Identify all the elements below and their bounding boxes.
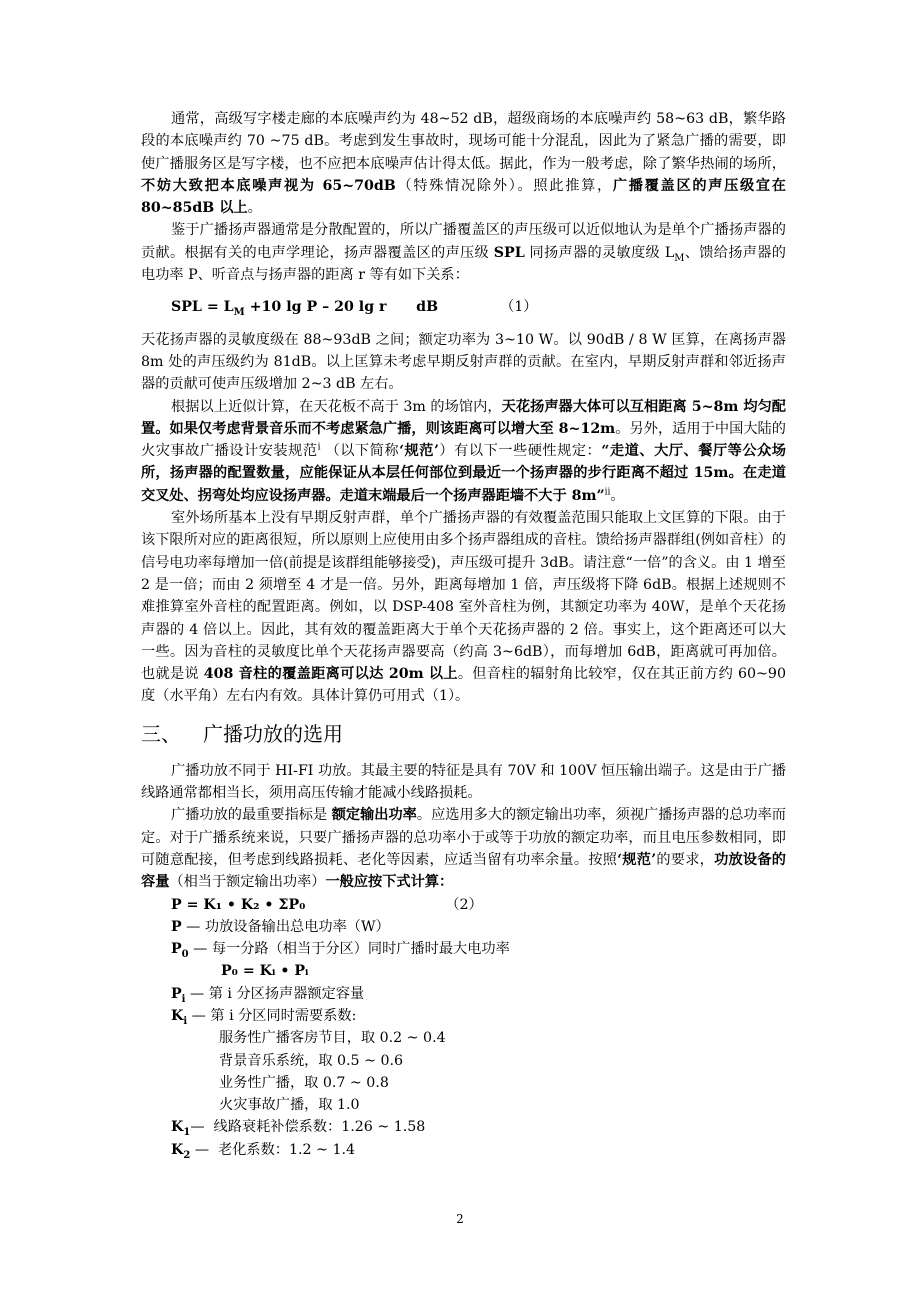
definition-text: 第 i 分区同时需要系数: [210,1007,357,1024]
text-run: 根据以上近似计算，在天花板不高于 3m 的场馆内， [171,398,502,415]
text-run: 广播功放的最重要指标是 [171,807,332,824]
definition-p0 [141,938,786,960]
dash: — [188,941,212,958]
text-run: 的要求， [656,851,715,868]
paragraph-noise-levels [141,108,786,219]
paragraph-spl-relation [141,219,786,286]
text-run: （相当于额定输出功率） [169,874,326,891]
symbol: P [171,985,182,1002]
bold-run: 不妨大致把本底噪声视为 65~70dB [141,177,396,194]
text-run: （以下简称 [320,443,400,460]
bold-run: 408 音柱的覆盖距离可以达 20m 以上 [203,666,458,683]
equation-p0 [141,960,786,982]
definition-pi [141,983,786,1005]
section-title: 广播功放的选用 [203,721,343,746]
bold-run: ‘规范’ [399,443,439,460]
footnote-ref: i [317,442,321,453]
definition-text: 第 i 分区扬声器额定容量 [208,985,365,1002]
text-run: 同扬声器的灵敏度级 L [524,244,675,261]
bold-run: 一般应按下式计算： [325,874,454,891]
formula-part: SPL = L [171,299,234,316]
list-item: 背景音乐系统，取 0.5 ~ 0.6 [219,1052,404,1069]
text-run: 。另外，适用于中国大陆的火灾事故广播设计安装规范 [141,420,786,460]
document-body [141,108,786,1161]
formula-2 [141,894,786,916]
definition-text: 每一分路（相当于分区）同时广播时最大电功率 [211,941,510,958]
text-run: ）有以下一些硬性规定： [438,443,602,460]
paragraph-ceiling-speaker: 天花扬声器的灵敏度级在 88~93dB 之间；额定功率为 3~10 W。以 90dB / 8 W 匡算，在离扬声器 8m 处的声压级约为 81dB。以上匡算未考虑早期反射声群的贡献。在室内，早期反射声群和邻近扬声器的贡献可使声压级增加 2~3 dB 左右。 [141,331,786,393]
definition-text: 老化系数：1.2 ~ 1.4 [218,1141,356,1158]
paragraph-amp-intro: 广播功放不同于 HI-FI 功放。其最主要的特征是具有 70V 和 100V 恒压输出端子。这是由于广播线路通常都相当长，须用高压传输才能减小线路损耗。 [141,762,786,802]
text-run: 。 [247,200,262,217]
page-number: 2 [456,1212,464,1226]
dash: — [181,918,205,935]
definition-text: 线路衰耗补偿系数：1.26 ~ 1.58 [213,1119,426,1136]
text-run: 。 [610,487,625,504]
text-run: 。但音柱的辐射角比较窄，仅在其正前方约 60~90 度（水平角）左右内有效。具体计算仍可用式（1）。 [141,666,786,705]
subscript: M [674,252,685,264]
bold-run: 额定输出功率 [331,807,417,824]
paragraph-rated-power [141,804,786,893]
subscript: i [181,993,186,1005]
text-run: 鉴于广播扬声器通常是分散配置的，所以广播覆盖区的声压级可以近似地认为是单个广播扬声器的贡献。根据有关的电声学理论，扬声器覆盖区的声压级 [141,222,786,261]
text-run: 通常，高级写字楼走廊的本底噪声约为 48~52 dB，超级商场的本底噪声约 58~63 dB，繁华路段的本底噪声约 70 ~75 dB。考虑到发生事故时，现场可能十分混乱，因此为了紧急广播的需要，即使广播服务区是写字楼，也不应把本底噪声估计得太低。据此，作为一般考虑，除了繁华热闹的场所， [141,111,786,172]
dash: — [185,985,209,1002]
paragraph-spacing-rules [141,396,786,507]
bold-run: 天花扬声器大体可以互相距离 5~8m 均匀配置。如果仅考虑背景音乐而不考虑紧急广播，则该距离可以增大至 8~12m [141,398,786,437]
dash: — [190,1141,219,1158]
paragraph-outdoor [141,507,786,708]
footnote-ref: ii [604,487,611,498]
list-item: 火灾事故广播，取 1.0 [219,1097,360,1114]
formula-part: +10 lg P – 20 lg r dB [244,299,439,316]
subscript: 1 [183,1127,191,1139]
symbol: K [171,1119,184,1136]
text-run: 、馈给扬声器的电功率 P、听音点与扬声器的距离 r 等有如下关系： [141,244,786,284]
symbol: P [171,918,182,935]
text-run: 室外场所基本上没有早期反射声群，单个广播扬声器的有效覆盖范围只能取上文匡算的下限。由于该下限所对应的距离很短，所以原则上应使用由多个扬声器组成的音柱。馈给扬声器群组(例如音柱）的信号电功率每增加一倍(前提是该群组能够接受)，声压级可提升 3dB。请注意“一倍”的含义。由 1 增至 2 是一倍；而由 2 须增至 4 才是一倍。另外，距离每增加 1 倍，声压级将下降 6dB。根据上述规则不难推算室外音柱的配置距离。例如，以 DSP-408 室外音柱为例，其额定功率为 40W，是单个天花扬声器的 4 倍以上。因此，其有效的覆盖距离大于单个天花扬声器的 2 倍。事实上，这个距离还可以大一些。因为音柱的灵敏度比单个天花扬声器要高（约高 3~6dB），而每增加 6dB，距离就可再加倍。也就是说 [141,510,786,683]
text-run: 。应选用多大的额定输出功率，须视广播扬声器的总功率而定。对于广播系统来说，只要广播扬声器的总功率小于或等于功放的额定功率，而且电压参数相同，即可随意配接，但考虑到线路损耗、老化等因素，应适当留有功率余量。按照 [141,807,786,868]
bold-run: 功放设备的容量 [141,851,786,891]
symbol: P [171,941,182,958]
list-item: 业务性广播，取 0.7 ~ 0.8 [219,1074,389,1091]
formula-1 [171,296,786,318]
dash: — [190,1119,214,1136]
definition-k2 [141,1139,786,1161]
list-item: 服务性广播客房节目，取 0.2 ~ 0.4 [219,1030,446,1047]
formula-text: P = K₁ • K₂ • ΣP₀ [171,896,306,913]
bold-quote: “走道、大厅、餐厅等公众场所，扬声器的配置数量，应能保证从本层任何部位到最近一个扬声器的步行距离不超过 15m。在走道交叉处、拐弯处均应设扬声器。走道末端最后一个扬声器距墙不大于 8m” [141,443,786,504]
section-number: 三、 [141,721,181,746]
equation-text: P₀ = Kᵢ • Pᵢ [221,963,309,980]
definition-p [141,916,786,938]
symbol: K [171,1141,184,1158]
definition-k1 [141,1116,786,1138]
section-heading [141,720,786,748]
subscript: 0 [181,948,189,960]
text-run: （特殊情况除外）。照此推算， [395,177,613,194]
bold-run: ‘规范’ [617,851,657,868]
dash: — [187,1007,211,1024]
bold-run: SPL [493,244,525,261]
subscript: i [183,1015,188,1027]
formula-number: （1） [500,299,538,316]
subscript: 2 [183,1149,191,1161]
definition-ki [141,1005,786,1027]
formula-number: （2） [445,896,483,913]
symbol: K [171,1007,184,1024]
subscript: M [233,307,245,319]
definition-text: 功放设备输出总电功率（W） [204,918,390,935]
bold-run: 广播覆盖区的声压级宜在 80~85dB 以上 [141,177,786,217]
